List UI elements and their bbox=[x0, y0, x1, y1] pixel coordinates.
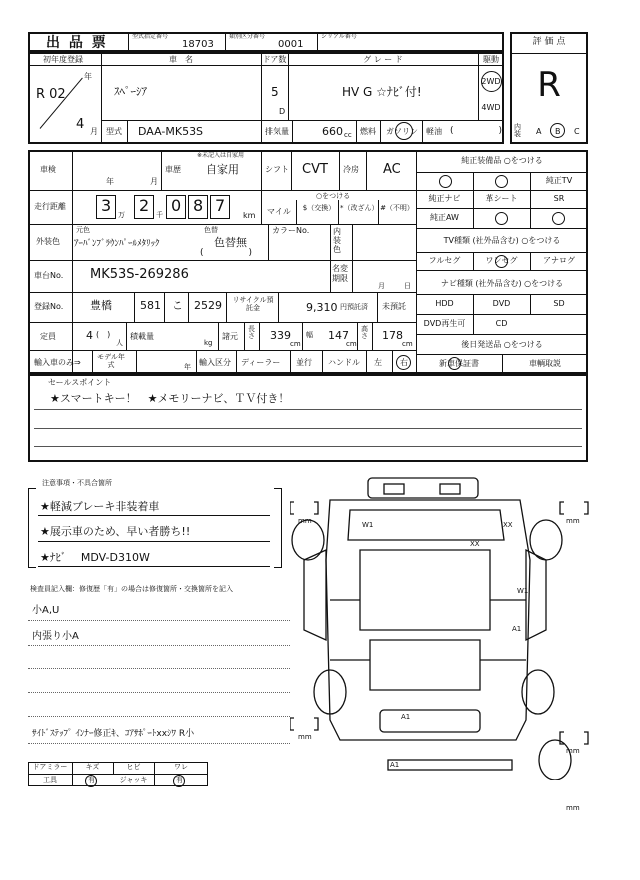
legend-has-circle bbox=[173, 775, 185, 787]
divider bbox=[366, 150, 367, 190]
right-label: 右 bbox=[400, 358, 408, 367]
interior-c: C bbox=[574, 127, 580, 136]
left-label: 左 bbox=[374, 358, 382, 367]
tv-genuine: 純正TV bbox=[545, 176, 573, 185]
legend-tool: 工具 bbox=[43, 776, 57, 784]
divider bbox=[261, 190, 262, 224]
warranty-circle bbox=[448, 357, 461, 370]
divider bbox=[416, 334, 588, 335]
legend-scratch: キズ bbox=[85, 763, 100, 771]
car-name-value: ｽﾍﾟｰｼｱ bbox=[114, 85, 147, 98]
mm-unit: mm bbox=[566, 804, 580, 812]
interior-color-label: 内装色 bbox=[333, 227, 341, 254]
divider bbox=[510, 120, 511, 144]
divider bbox=[259, 322, 260, 350]
inspector-line: ｻｲﾄﾞｽﾃｯﾌﾟ ｲﾝﾅｰ修正ｷ、ｺｱｻﾎﾟｰﾄxxｼﾜ R小 bbox=[32, 729, 195, 739]
damage-mark: XX bbox=[503, 521, 513, 529]
divider bbox=[302, 322, 303, 350]
doors-sub: D bbox=[279, 107, 286, 116]
inspection-month-unit: 月 bbox=[150, 177, 158, 186]
legend-break: ワレ bbox=[174, 763, 188, 771]
legend-jack: ジャッキ bbox=[119, 776, 148, 784]
model-year-label: モデル年式 bbox=[97, 353, 125, 370]
divider bbox=[416, 294, 588, 295]
capacity-label: 定員 bbox=[40, 332, 56, 341]
divider bbox=[338, 200, 339, 224]
doors-value: 5 bbox=[271, 85, 279, 99]
divider bbox=[38, 515, 270, 516]
shift-label: シフト bbox=[265, 165, 289, 174]
divider bbox=[28, 190, 416, 191]
hdd: HDD bbox=[435, 299, 454, 308]
grade-name-value: HV G ☆ﾅﾋﾞ付! bbox=[342, 85, 422, 99]
drive-2wd: 2WD bbox=[481, 77, 501, 86]
height-value: 178 bbox=[382, 329, 403, 342]
divider bbox=[236, 350, 237, 374]
divider bbox=[352, 260, 353, 292]
divider bbox=[188, 292, 189, 322]
warranty: 新車保証書 bbox=[439, 359, 479, 368]
dealer-label: ディーラー bbox=[241, 358, 281, 367]
model-label: 型式 bbox=[106, 127, 122, 136]
dvd: DVD bbox=[492, 299, 511, 308]
divider bbox=[28, 260, 416, 261]
divider bbox=[416, 314, 588, 315]
divider bbox=[261, 150, 262, 190]
history-note: ※未記入は自家用 bbox=[197, 152, 245, 159]
divider bbox=[218, 322, 219, 350]
length-unit: cm bbox=[290, 340, 301, 348]
cc-unit: cc bbox=[344, 131, 352, 139]
name-change-day: 日 bbox=[404, 282, 411, 290]
divider bbox=[352, 224, 353, 260]
grade-name-label: グ レ ー ド bbox=[363, 55, 403, 64]
drive-2wd-circle bbox=[481, 71, 502, 92]
category-value: 0001 bbox=[278, 39, 304, 50]
interior-b: B bbox=[555, 127, 561, 136]
height-unit: cm bbox=[402, 340, 413, 348]
divider bbox=[291, 150, 292, 190]
divider bbox=[34, 446, 582, 447]
divider bbox=[38, 541, 270, 542]
man-unit: 万 bbox=[118, 211, 125, 219]
divider bbox=[72, 150, 73, 374]
recycle-suffix: 円預託済 bbox=[340, 303, 368, 311]
divider bbox=[196, 350, 197, 374]
divider bbox=[330, 224, 331, 292]
divider bbox=[296, 200, 297, 224]
circle-note: ○をつける bbox=[316, 192, 351, 200]
divider bbox=[101, 52, 102, 144]
later-title: 後日発送品 ○をつける bbox=[461, 340, 543, 349]
divider bbox=[28, 65, 504, 66]
history-label: 車歴 bbox=[165, 165, 181, 174]
month-unit: 月 bbox=[90, 127, 98, 136]
divider bbox=[378, 200, 379, 224]
fuel-label: 燃料 bbox=[360, 127, 376, 136]
parallel-label: 並行 bbox=[296, 358, 312, 367]
divider bbox=[372, 322, 373, 350]
divider bbox=[416, 228, 588, 229]
unknown-label: #（不明） bbox=[380, 204, 414, 212]
divider bbox=[356, 120, 357, 144]
chassis-value: MK53S-269286 bbox=[90, 267, 189, 282]
fuel-bracket: ( ) bbox=[450, 126, 503, 136]
cd: CD bbox=[495, 319, 508, 328]
divider bbox=[226, 292, 227, 322]
mile-label: マイル bbox=[267, 207, 291, 216]
divider bbox=[366, 350, 367, 374]
divider bbox=[126, 322, 127, 350]
height-label: 高さ bbox=[361, 325, 368, 340]
import-year-unit: 年 bbox=[184, 363, 191, 371]
reg-num: 2529 bbox=[194, 299, 222, 312]
divider bbox=[92, 350, 93, 374]
damage-mark: A1 bbox=[390, 761, 400, 769]
drive-4wd: 4WD bbox=[481, 103, 501, 112]
manual: 車輌取説 bbox=[529, 359, 561, 368]
divider bbox=[416, 208, 588, 209]
sr-label: SR bbox=[553, 194, 565, 203]
color-no-label: カラーNo. bbox=[272, 226, 310, 235]
reg-area: 豊橋 bbox=[90, 299, 112, 312]
form-title: 出 品 票 bbox=[46, 35, 108, 51]
right-circle bbox=[396, 355, 411, 370]
cert-label: 諸元 bbox=[222, 332, 238, 341]
name-change-month: 月 bbox=[378, 282, 385, 290]
aircon-value: AC bbox=[383, 162, 401, 177]
width-label: 幅 bbox=[306, 331, 313, 339]
divider bbox=[339, 150, 340, 190]
divider bbox=[292, 120, 293, 144]
divider bbox=[322, 350, 323, 374]
equip-circle bbox=[552, 212, 565, 225]
damage-mark: A1 bbox=[512, 625, 522, 633]
mileage-label: 走行距離 bbox=[34, 202, 66, 211]
divider bbox=[128, 32, 129, 52]
note-line: ★ﾅﾋﾞ MDV-D310W bbox=[40, 551, 150, 564]
notes-bracket-right bbox=[274, 488, 282, 568]
mm-unit: mm bbox=[566, 517, 580, 525]
mm-unit: mm bbox=[298, 517, 312, 525]
divider bbox=[38, 566, 270, 567]
interior-b-circle bbox=[550, 123, 565, 138]
mileage-digit: 2 bbox=[139, 196, 150, 215]
mm-unit: mm bbox=[566, 747, 580, 755]
car-diagram bbox=[290, 470, 600, 780]
load-unit: kg bbox=[204, 339, 213, 347]
dvd-play: DVD再生可 bbox=[423, 319, 466, 328]
divider bbox=[290, 350, 291, 374]
inspector-line: 小A,U bbox=[32, 605, 60, 616]
recycle-value: 9,310 bbox=[306, 301, 338, 314]
shift-value: CVT bbox=[302, 162, 328, 177]
fuel-gas-circle bbox=[395, 122, 413, 140]
form-type-label: 型式指定番号 bbox=[132, 33, 169, 40]
legend-has: 有 bbox=[176, 776, 183, 784]
tv-type-title: TV種類 (社外品含む) ○をつける bbox=[443, 236, 561, 245]
sales-text: ★スマートキー！ ★メモリーナビ、ＴＶ付き！ bbox=[50, 392, 290, 405]
inspection-label: 車検 bbox=[40, 165, 56, 174]
fuel-gas: ガソリン bbox=[386, 127, 418, 136]
divider bbox=[268, 224, 269, 260]
tint-value: 色替無 bbox=[214, 236, 247, 249]
grade-value: R bbox=[537, 65, 561, 105]
divider bbox=[392, 350, 393, 374]
mileage-digit: 0 bbox=[171, 196, 182, 215]
navi-genuine: 純正ナビ bbox=[428, 194, 461, 203]
exterior-value: ｱｰﾊﾞﾝﾌﾞﾗｳﾝﾊﾟｰﾙﾒﾀﾘｯｸ bbox=[74, 239, 160, 249]
divider bbox=[380, 120, 381, 144]
history-value: 自家用 bbox=[206, 163, 239, 176]
length-value: 339 bbox=[270, 329, 291, 342]
mm-unit: mm bbox=[298, 733, 312, 741]
form-type-value: 18703 bbox=[182, 39, 214, 50]
divider bbox=[422, 120, 423, 144]
interior-label: 内装 bbox=[514, 123, 521, 138]
divider bbox=[28, 620, 290, 621]
inspector-label: 検査員記入欄：修復歴「有」の場合は修復箇所・交換箇所を記入 bbox=[30, 585, 233, 593]
length-label: 長さ bbox=[248, 325, 255, 340]
leather: 革シート bbox=[485, 194, 518, 203]
divider bbox=[28, 743, 290, 744]
damage-mark: W1 bbox=[517, 587, 529, 595]
note-line: ★展示車のため、早い者勝ち!! bbox=[40, 525, 191, 538]
sales-box bbox=[28, 374, 588, 462]
divider bbox=[416, 172, 588, 173]
width-unit: cm bbox=[346, 340, 357, 348]
doors-label: ドア数 bbox=[262, 55, 287, 64]
divider bbox=[161, 150, 162, 190]
drive-label: 駆動 bbox=[483, 55, 499, 64]
reg-class: 581 bbox=[140, 299, 161, 312]
notes-label: 注意事項・不具合箇所 bbox=[42, 479, 112, 487]
import-class-label: 輸入区分 bbox=[199, 358, 231, 367]
model-value: DAA-MK53S bbox=[138, 125, 204, 138]
divider bbox=[164, 292, 165, 322]
divider bbox=[28, 692, 290, 693]
serial-label: シリアル番号 bbox=[321, 33, 357, 40]
divider bbox=[28, 224, 416, 225]
chassis-label: 車台No. bbox=[34, 271, 64, 280]
reg-kana: こ bbox=[172, 299, 183, 312]
km-unit: km bbox=[243, 211, 256, 220]
divider bbox=[136, 350, 137, 374]
interior-a: A bbox=[536, 127, 542, 136]
exterior-label: 外装色 bbox=[36, 237, 60, 246]
aircon-label: 冷房 bbox=[343, 165, 359, 174]
divider bbox=[416, 190, 588, 191]
divider bbox=[34, 428, 582, 429]
recycle-unpaid: 未預託 bbox=[382, 302, 406, 311]
recycle-label: リサイクル預託金 bbox=[232, 296, 274, 313]
tamper-label: *（改ざん） bbox=[340, 204, 379, 212]
exchange-label: $（交換） bbox=[302, 204, 336, 212]
inspection-year-unit: 年 bbox=[106, 177, 114, 186]
divider bbox=[127, 120, 128, 144]
inspector-line: 内張り小A bbox=[32, 631, 79, 642]
capacity-value: 4 bbox=[86, 329, 93, 342]
divider bbox=[28, 716, 290, 717]
legend-mirror: ドアミラー bbox=[32, 763, 68, 771]
first-reg-year: R 02 bbox=[36, 87, 66, 102]
category-label: 類別区分番号 bbox=[229, 33, 266, 40]
divider bbox=[28, 645, 290, 646]
divider bbox=[416, 252, 588, 253]
first-reg-month: 4 bbox=[76, 117, 85, 132]
oneseg: ワンセグ bbox=[485, 256, 518, 265]
divider bbox=[28, 292, 416, 293]
name-change-label: 名変期限 bbox=[332, 264, 348, 283]
car-name-label: 車 名 bbox=[169, 55, 193, 64]
legend-crack: ヒビ bbox=[126, 763, 141, 771]
displacement-value: 660 bbox=[322, 125, 343, 138]
displacement-label: 排気量 bbox=[265, 127, 289, 136]
import-label: 輸入車のみ⇒ bbox=[34, 358, 81, 367]
equip-circle bbox=[495, 212, 508, 225]
legend-has: 有 bbox=[88, 776, 95, 784]
equip-circle bbox=[439, 175, 452, 188]
divider bbox=[510, 53, 588, 54]
divider bbox=[317, 32, 318, 52]
aw-genuine: 純正AW bbox=[430, 213, 459, 222]
equip-circle bbox=[495, 175, 508, 188]
divider bbox=[28, 668, 290, 669]
tint-bracket: ( ) bbox=[200, 248, 253, 258]
divider bbox=[28, 350, 416, 351]
capacity-unit: 人 bbox=[116, 339, 123, 347]
analog: アナログ bbox=[543, 256, 575, 265]
reg-label: 登録No. bbox=[34, 302, 64, 311]
damage-mark: W1 bbox=[362, 521, 374, 529]
mileage-digit: 7 bbox=[215, 196, 226, 215]
divider bbox=[377, 292, 378, 322]
first-reg-label: 初年度登録 bbox=[43, 55, 83, 64]
divider bbox=[261, 52, 262, 144]
fuel-diesel: 軽油 bbox=[426, 127, 442, 136]
year-unit: 年 bbox=[84, 72, 92, 81]
divider bbox=[416, 270, 588, 271]
handle-label: ハンドル bbox=[328, 358, 360, 367]
divider bbox=[244, 322, 245, 350]
oneseg-circle bbox=[495, 255, 508, 268]
divider bbox=[225, 32, 226, 52]
legend-has-circle bbox=[85, 775, 97, 787]
divider bbox=[101, 120, 504, 121]
fullseg: フルセグ bbox=[428, 256, 461, 265]
capacity-bracket: ( ) bbox=[96, 330, 111, 339]
mileage-digit: 3 bbox=[101, 196, 112, 215]
damage-mark: XX bbox=[470, 540, 480, 548]
damage-mark: A1 bbox=[401, 713, 411, 721]
tint-label: 色替 bbox=[204, 226, 218, 234]
width-value: 147 bbox=[328, 329, 349, 342]
sen-unit: 千 bbox=[156, 211, 163, 219]
genuine-title: 純正装備品 ○をつける bbox=[461, 156, 543, 165]
sales-label: セールスポイント bbox=[48, 378, 112, 387]
divider bbox=[134, 292, 135, 322]
sd: SD bbox=[553, 299, 565, 308]
divider bbox=[357, 322, 358, 350]
mileage-digit: 8 bbox=[193, 196, 204, 215]
load-label: 積載量 bbox=[130, 332, 154, 341]
divider bbox=[34, 409, 582, 410]
notes-bracket-left bbox=[28, 488, 36, 568]
original-color-label: 元色 bbox=[76, 226, 90, 234]
divider bbox=[278, 292, 279, 322]
note-line: ★軽減ブレーキ非装着車 bbox=[40, 500, 160, 513]
grade-label: 評 価 点 bbox=[532, 37, 566, 47]
navi-type-title: ナビ種類 (社外品含む) ○をつける bbox=[440, 279, 564, 288]
